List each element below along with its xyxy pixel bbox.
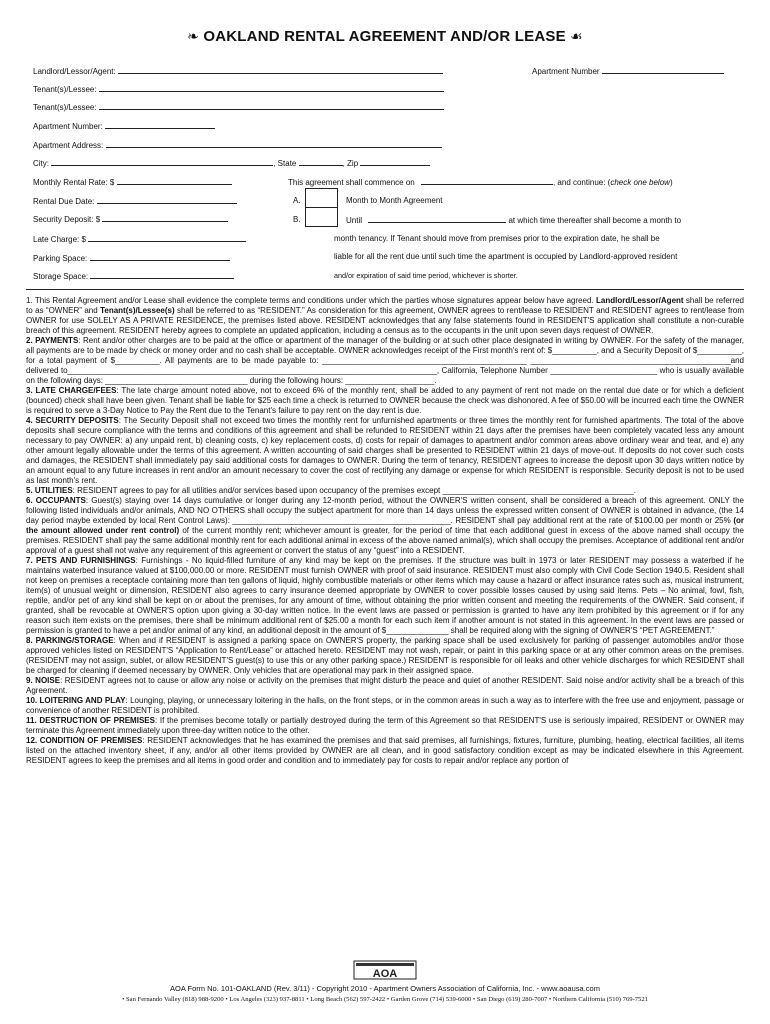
clause-11-heading: 11. DESTRUCTION OF PREMISES [26, 716, 155, 725]
clause-5-heading: 5. UTILITIES [26, 486, 73, 495]
option-b-after-text: at which time thereafter shall become a month to [508, 216, 682, 225]
late-charge-label: Late Charge: $ [33, 235, 86, 244]
apartment-number-right-field[interactable] [532, 65, 724, 77]
option-b-until-field[interactable] [346, 214, 681, 226]
clause-1-text-a: 1. This Rental Agreement and/or Lease shall evidence the complete terms and conditions under which the parties whose signatures appear below have agreed. [26, 296, 596, 305]
clause-9 [26, 676, 744, 696]
clause-5-text: : RESIDENT agrees to pay for all utilities and/or services based upon occupancy of the premises except ___________________________________________. [72, 486, 637, 495]
tenant2-line[interactable] [99, 101, 444, 110]
footer-form-info: AOA Form No. 101-OAKLAND (Rev. 3/11) - Copyright 2010 - Apartment Owners Association of California, Inc. - www.aoausa.com [170, 984, 600, 993]
continue-prefix: , and continue: ( [552, 178, 611, 187]
form-title [0, 28, 770, 45]
option-a-letter: A. [293, 196, 301, 205]
clause-1-owner-term: Landlord/Lessor/Agent [596, 296, 684, 305]
option-b-until-line[interactable] [368, 214, 506, 223]
clause-10 [26, 696, 744, 716]
late-charge-line[interactable] [88, 233, 246, 242]
tenant2-label: Tenant(s)/Lessee: [33, 103, 97, 112]
clause-7-heading: 7. PETS AND FURNISHINGS [26, 556, 136, 565]
parking-space-label: Parking Space: [33, 254, 88, 263]
clause-2 [26, 336, 744, 386]
zip-line[interactable] [360, 157, 430, 166]
clause-6-heading: 6. OCCUPANTS [26, 496, 86, 505]
clause-8 [26, 636, 744, 676]
clause-1-text-c: shall be referred to as “OWNER” and [26, 296, 745, 315]
section-divider [26, 289, 744, 290]
tenancy-line-1: month tenancy. If Tenant should move from premises prior to the expiration date, he shall be [334, 234, 660, 243]
clause-8-text: : When and if RESIDENT is assigned a parking space on OWNER'S property, the parking space shall be used exclusively for parking of passenger automobiles and/or those approved vehicles listed on RESIDENT'S “Application to Rent/Lease” or attached hereto. RESIDENT may not wash, repair, or paint in this parking space or at any other common areas on the premises. (RESIDENT may not assign, sublet, or allow RESIDENT'S guest(s) to use this or any other parking space.) RESIDENT is responsible for oil leaks and other vehicle discharges for which RESIDENT shall be charged for cleaning if deemed necessary by OWNER. Only vehicles that are operational may park in their assigned space. [26, 636, 745, 675]
option-a-checkbox[interactable] [305, 188, 338, 208]
security-deposit-label: Security Deposit: $ [33, 215, 101, 224]
clause-4 [26, 416, 744, 486]
state-label: , State [273, 159, 297, 168]
clause-11-text: : If the premises become totally or partially destroyed during the term of this Agreement so that RESIDENT'S use is seriously impaired, RESIDENT or OWNER may terminate this Agreement immediately upon three-day written notice to the other. [26, 716, 744, 735]
tenant2-field[interactable] [33, 101, 444, 113]
clause-6-text-a: : Guest(s) staying over 14 days cumulative or longer during any 12-month period, without the OWNER'S written consent, shall be considered a breach of this agreement. ONLY the following listed individuals and/or animals, AND NO OTHERS shall occupy the subject apartment for more than 14 days unless the expressed written consent of OWNER is obtained in advance, (the 14 day period maybe extended by local Rent Control Laws): _________________________________________________. RESIDENT shall pay additional rent at the rate of $100.00 per month or 25% [26, 496, 745, 525]
commence-label: This agreement shall commence on [288, 178, 415, 187]
rental-due-line[interactable] [97, 195, 237, 204]
clause-11 [26, 716, 744, 736]
clause-9-text: : RESIDENT agrees not to cause or allow any noise or activity on the premises that might disturb the peace and quiet of another RESIDENT. Said noise and/or activity shall be a breach of this Agreement. [26, 676, 744, 695]
apartment-number-right-line[interactable] [602, 65, 724, 74]
apartment-number-field[interactable] [33, 120, 215, 132]
check-one-text: check one below [610, 178, 670, 187]
clause-1 [26, 296, 744, 336]
storage-space-field[interactable] [33, 270, 234, 282]
continue-suffix: ) [669, 178, 673, 187]
clause-10-heading: 10. LOITERING AND PLAY [26, 696, 126, 705]
clause-12 [26, 736, 744, 766]
aoa-logo [353, 960, 417, 980]
clause-6-text-c: of the current monthly rent; whichever amount is greater, for the period of time that each additional guest in excess of the above named shall occupy the premises. RESIDENT shall pay the same additional monthly rent for each additional animal in excess of the above named animal(s), which shall occupy the premises. Acceptance of additional rent and/or approval of a guest shall not waive any requirement of this agreement or convert the status of any “guest” into a RESIDENT. [26, 526, 744, 555]
clause-3-text: : The late charge amount noted above, not to exceed 6% of the monthly rent, shall be added to any payment of rent not made on the rental due date or for which a deficient (bounced) check shall have been given. Tenant shall be liable for $25 each time a check is returned to OWNER because the check was dishonored. A fee of $50.00 will be incurred each time the OWNER is required to serve a 3-Day Notice to Pay the Rent due to the Tenant's failure to pay rent on the day rent is due. [26, 386, 744, 415]
parking-space-field[interactable] [33, 252, 230, 264]
option-a-text: Month to Month Agreement [346, 196, 443, 205]
apartment-number-line[interactable] [105, 120, 215, 129]
clause-5 [26, 486, 744, 496]
clause-7 [26, 556, 744, 636]
apartment-number-right-label: Apartment Number [532, 67, 600, 76]
ornament-right-icon: ☙ [570, 29, 583, 45]
option-b-checkbox[interactable] [305, 207, 338, 227]
footer-offices: • San Fernando Valley (818) 988-9200 • Los Angeles (323) 937-8811 • Long Beach (562) 597-2422 • Garden Grove (714) 539-6000 • San Diego (619) 280-7007 • Northern California (510) 769-7521 [122, 996, 648, 1003]
commence-line[interactable] [421, 176, 553, 185]
monthly-rent-line[interactable] [117, 176, 232, 185]
clause-7-text: : Furnishings - No liquid-filled furniture of any kind may be kept on the premises. If the structure was built in 1973 or later RESIDENT may possess a waterbed if he maintains waterbed insurance valued at $100,000.00 or more. RESIDENT must furnish OWNER with proof of said insurance. RESIDENT must also comply with Civil Code Section 1940.5. Resident shall not keep on premises a receptacle containing more than ten gallons of liquid, highly combustible materials or other items which may cause a hazard or affect insurance rates such as, musical instrument, item(s) of unusual weight or dimension, RESIDENT also agrees to carry insurance deemed appropriate by OWNER to cover possible losses caused by using said items. Pets – No animal, fowl, fish, reptile, and/or pet of any kind shall be kept on or about the premises, for any amount of time, without obtaining the prior written consent and meeting the requirements of the OWNER. Said consent, if granted, shall be revocable at OWNER'S option upon giving a 30-day written notice. In the event laws are passed or permission is granted to have any item prohibited by this agreement or if for any reason such item exists on the premises, there shall be minimum additional rent of $25.00 a month for each such item if another amount is not stated in this agreement. In the event laws are passed or permission is granted to have a pet and/or animal of any kind, an additional deposit in the amount of $______________ shall be required along with the signing of OWNER'S “PET AGREEMENT.” [26, 556, 744, 635]
clause-12-heading: 12. CONDITION OF PREMISES [26, 736, 143, 745]
clause-9-heading: 9. NOISE [26, 676, 61, 685]
clause-4-text: : The Security Deposit shall not exceed two times the monthly rent for unfurnished apartments or three times the monthly rent for furnished apartments. The total of the above deposits shall secure compliance with the terms and conditions of this agreement and shall be refunded to RESIDENT within 21 days after the premises have been completely vacated less any amount necessary to pay OWNER: a) any unpaid rent, b) cleaning costs, c) key replacement costs, d) costs for repair of damages to apartment and/or common areas above ordinary wear and tear, and e) any other amount legally allowable under the terms of this agreement. A written accounting of said charges shall be presented to RESIDENT within 21 days of move-out. If deposits do not cover such costs and damages, the RESIDENT shall immediately pay said additional costs for damages to OWNER. During the term of tenancy, RESIDENT agrees to increase the deposit upon 30 days written notice by an amount equal to any future increases in rent and/or an amount necessary to cover the cost of rectifying any damage or expense for which RESIDENT is responsible. Security deposit is not to be used as last month's rent. [26, 416, 745, 485]
storage-space-label: Storage Space: [33, 272, 89, 281]
zip-label: , Zip [342, 159, 359, 168]
city-label: City: [33, 159, 49, 168]
tenancy-line-3: and/or expiration of said time period, whichever is shorter. [334, 271, 518, 280]
clause-2-text: : Rent and/or other charges are to be paid at the office or apartment of the manager of the building or at such other place designated in writing by OWNER. For the safety of the manager, all payments are to be made by check or money order and no cash shall be acceptable. OWNER acknowledges receipt of the First month's rent of: $__________, and a Security Deposit of $__________, for a total payment of $__________. All payments are to be made payable to: ______________________________________________ _____________________________________________and delivered to___________________________________________________________________________________, California, Telephone Number ________________________ who is usually available on the following days: ________________________________ during the following hours: ____________________. [26, 336, 745, 385]
aoa-logo-text: AOA [372, 968, 398, 980]
state-line[interactable] [299, 157, 343, 166]
apartment-address-label: Apartment Address: [33, 141, 104, 150]
city-state-zip-field[interactable] [33, 157, 430, 169]
clause-1-text-e: shall be referred to as “RESIDENT.” As consideration for this agreement, OWNER agrees to rent/lease to RESIDENT and RESIDENT agrees to rent/lease from OWNER for use SOLELY AS A PRIVATE RESIDENCE, the premises listed above. RESIDENT acknowledges that any false statements found in RESIDENT'S application shall constitute a non-curable breach of this agreement. RESIDENT hereby agrees to complete an updated application, including a census as to the occupants in the unit upon seven days request of OWNER. [26, 306, 745, 335]
clause-2-heading: 2. PAYMENTS [26, 336, 79, 345]
clause-3 [26, 386, 744, 416]
monthly-rent-label: Monthly Rental Rate: $ [33, 178, 115, 187]
monthly-rent-field[interactable] [33, 176, 232, 188]
late-charge-field[interactable] [33, 233, 246, 245]
clause-3-heading: 3. LATE CHARGE/FEES [26, 386, 117, 395]
security-deposit-field[interactable] [33, 213, 228, 225]
landlord-line[interactable] [118, 65, 443, 74]
parking-space-line[interactable] [90, 252, 230, 261]
clause-6 [26, 496, 744, 556]
option-b-letter: B. [293, 215, 301, 224]
rental-due-label: Rental Due Date: [33, 197, 95, 206]
ornament-left-icon: ❧ [187, 29, 199, 45]
option-b-until-label: Until [346, 216, 363, 225]
tenancy-line-2: liable for all the rent due until such time the apartment is occupied by Landlord-approved resident [334, 252, 678, 261]
agreement-body [26, 296, 744, 766]
clause-12-text: : RESIDENT acknowledges that he has examined the premises and that said premises, all furnishings, fixtures, furniture, plumbing, heating, electrical facilities, all items listed on the attached inventory sheet, if any, and/or all other items provided by OWNER are all clean, and in good satisfactory condition except as may be indicated elsewhere in this Agreement. RESIDENT agrees to keep the premises and all items in good order and condition and to immediately pay for costs to repair and/or replace any portion of [26, 736, 745, 765]
apartment-number-label: Apartment Number: [33, 122, 103, 131]
landlord-field[interactable] [33, 65, 443, 77]
tenant1-line[interactable] [99, 83, 444, 92]
clause-4-heading: 4. SECURITY DEPOSITS [26, 416, 119, 425]
rental-due-field[interactable] [33, 195, 237, 207]
city-line[interactable] [51, 157, 273, 166]
tenant1-label: Tenant(s)/Lessee: [33, 85, 97, 94]
security-deposit-line[interactable] [102, 213, 228, 222]
commence-field[interactable] [288, 176, 673, 188]
tenant1-field[interactable] [33, 83, 444, 95]
clause-8-heading: 8. PARKING/STORAGE [26, 636, 114, 645]
form-title-text: OAKLAND RENTAL AGREEMENT AND/OR LEASE [203, 28, 566, 45]
clause-10-text: : Lounging, playing, or unnecessary loitering in the halls, on the front steps, or in the common areas in such a way as to interfere with the free use and enjoyment, passage or convenience of another RESIDENT is prohibited. [26, 696, 744, 715]
apartment-address-field[interactable] [33, 139, 442, 151]
storage-space-line[interactable] [90, 270, 234, 279]
clause-6-rent-control-note: (or the amount allowed under rent control) [26, 516, 744, 535]
apartment-address-line[interactable] [106, 139, 442, 148]
clause-1-resident-term: Tenant(s)/Lessee(s) [100, 306, 175, 315]
landlord-label: Landlord/Lessor/Agent: [33, 67, 116, 76]
